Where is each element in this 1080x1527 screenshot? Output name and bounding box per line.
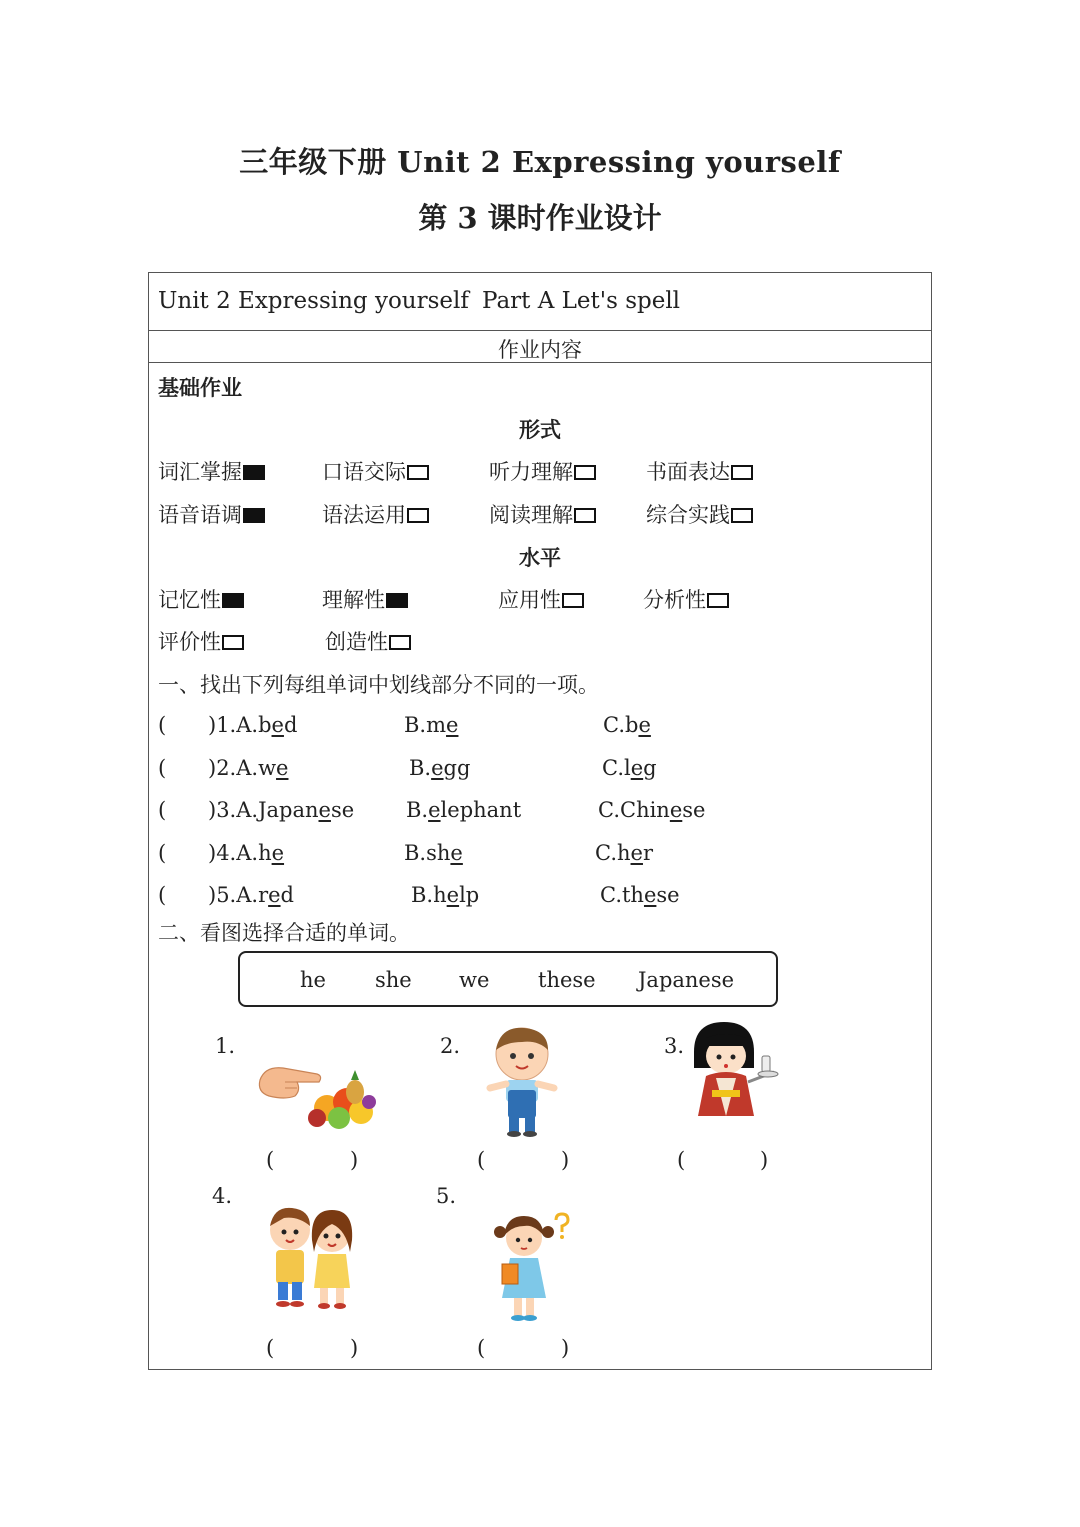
option-a: )4.A.he (208, 841, 285, 865)
option-a: )2.A.we (208, 756, 289, 780)
answer-paren: ( (158, 756, 167, 780)
form-item: 词汇掌握 (158, 456, 265, 486)
empty-box-icon (222, 635, 244, 650)
empty-box-icon (407, 465, 429, 480)
option-b: B.help (411, 883, 480, 907)
picture-number: 3. (664, 1034, 685, 1058)
answer-close-paren: ) (350, 1148, 359, 1172)
answer-close-paren: ) (561, 1148, 570, 1172)
level-item: 理解性 (322, 584, 408, 614)
page-title: 三年级下册 Unit 2 Expressing yourself (239, 145, 841, 179)
checked-box-icon (243, 508, 265, 523)
form-item: 口语交际 (322, 456, 429, 486)
empty-box-icon (731, 508, 753, 523)
pointing-at-fruits-image (255, 1058, 380, 1132)
content-header: 作业内容 (498, 338, 582, 362)
answer-close-paren: ) (350, 1336, 359, 1360)
answer-open-paren: ( (266, 1148, 275, 1172)
form-item: 听力理解 (489, 456, 596, 486)
answer-paren: ( (158, 798, 167, 822)
option-c: C.her (595, 841, 654, 865)
girl-with-book-image (492, 1212, 574, 1324)
page-subtitle: 第 3 课时作业设计 (418, 201, 662, 235)
boy-image (482, 1022, 558, 1138)
answer-open-paren: ( (677, 1148, 686, 1172)
option-c: C.be (603, 713, 651, 737)
option-b: B.egg (409, 756, 471, 780)
answer-close-paren: ) (760, 1148, 769, 1172)
table-divider (148, 330, 932, 331)
answer-paren: ( (158, 841, 167, 865)
japanese-girl-image (688, 1020, 780, 1118)
level-item: 创造性 (325, 626, 411, 656)
section-label: 基础作业 (158, 375, 242, 400)
word-bank-item: he (300, 968, 326, 992)
level-item: 记忆性 (158, 584, 244, 614)
part-label: Part A Let's spell (482, 288, 681, 314)
form-item: 阅读理解 (489, 499, 596, 529)
form-item: 书面表达 (646, 456, 753, 486)
option-b: B.she (404, 841, 463, 865)
option-a: )5.A.red (208, 883, 294, 907)
option-c: C.leg (602, 756, 657, 780)
level-item: 分析性 (643, 584, 729, 614)
empty-box-icon (574, 465, 596, 480)
checked-box-icon (222, 593, 244, 608)
empty-box-icon (574, 508, 596, 523)
picture-number: 2. (440, 1034, 461, 1058)
level-item: 评价性 (158, 626, 244, 656)
level-heading: 水平 (519, 545, 561, 570)
level-item: 应用性 (498, 584, 584, 614)
option-b: B.me (404, 713, 459, 737)
picture-number: 4. (212, 1184, 233, 1208)
picture-number: 1. (215, 1034, 236, 1058)
form-heading: 形式 (519, 417, 561, 442)
exercise2-instruction: 二、看图选择合适的单词。 (158, 921, 410, 945)
option-a: )1.A.bed (208, 713, 298, 737)
answer-paren: ( (158, 883, 167, 907)
empty-box-icon (389, 635, 411, 650)
empty-box-icon (731, 465, 753, 480)
exercise1-instruction: 一、找出下列每组单词中划线部分不同的一项。 (158, 673, 599, 697)
word-bank-item: we (459, 968, 490, 992)
option-a: )3.A.Japanese (208, 798, 355, 822)
empty-box-icon (562, 593, 584, 608)
answer-open-paren: ( (477, 1148, 486, 1172)
option-c: C.these (600, 883, 680, 907)
form-item: 综合实践 (646, 499, 753, 529)
answer-paren: ( (158, 713, 167, 737)
unit-label: Unit 2 Expressing yourself (158, 288, 469, 314)
answer-close-paren: ) (561, 1336, 570, 1360)
empty-box-icon (407, 508, 429, 523)
form-item: 语法运用 (322, 499, 429, 529)
answer-open-paren: ( (266, 1336, 275, 1360)
word-bank-item: Japanese (638, 968, 735, 992)
answer-open-paren: ( (477, 1336, 486, 1360)
checked-box-icon (243, 465, 265, 480)
two-children-image (258, 1200, 362, 1316)
checked-box-icon (386, 593, 408, 608)
option-b: B.elephant (406, 798, 522, 822)
picture-number: 5. (436, 1184, 457, 1208)
word-bank-item: these (538, 968, 596, 992)
option-c: C.Chinese (598, 798, 706, 822)
empty-box-icon (707, 593, 729, 608)
form-item: 语音语调 (158, 499, 265, 529)
word-bank-item: she (375, 968, 412, 992)
